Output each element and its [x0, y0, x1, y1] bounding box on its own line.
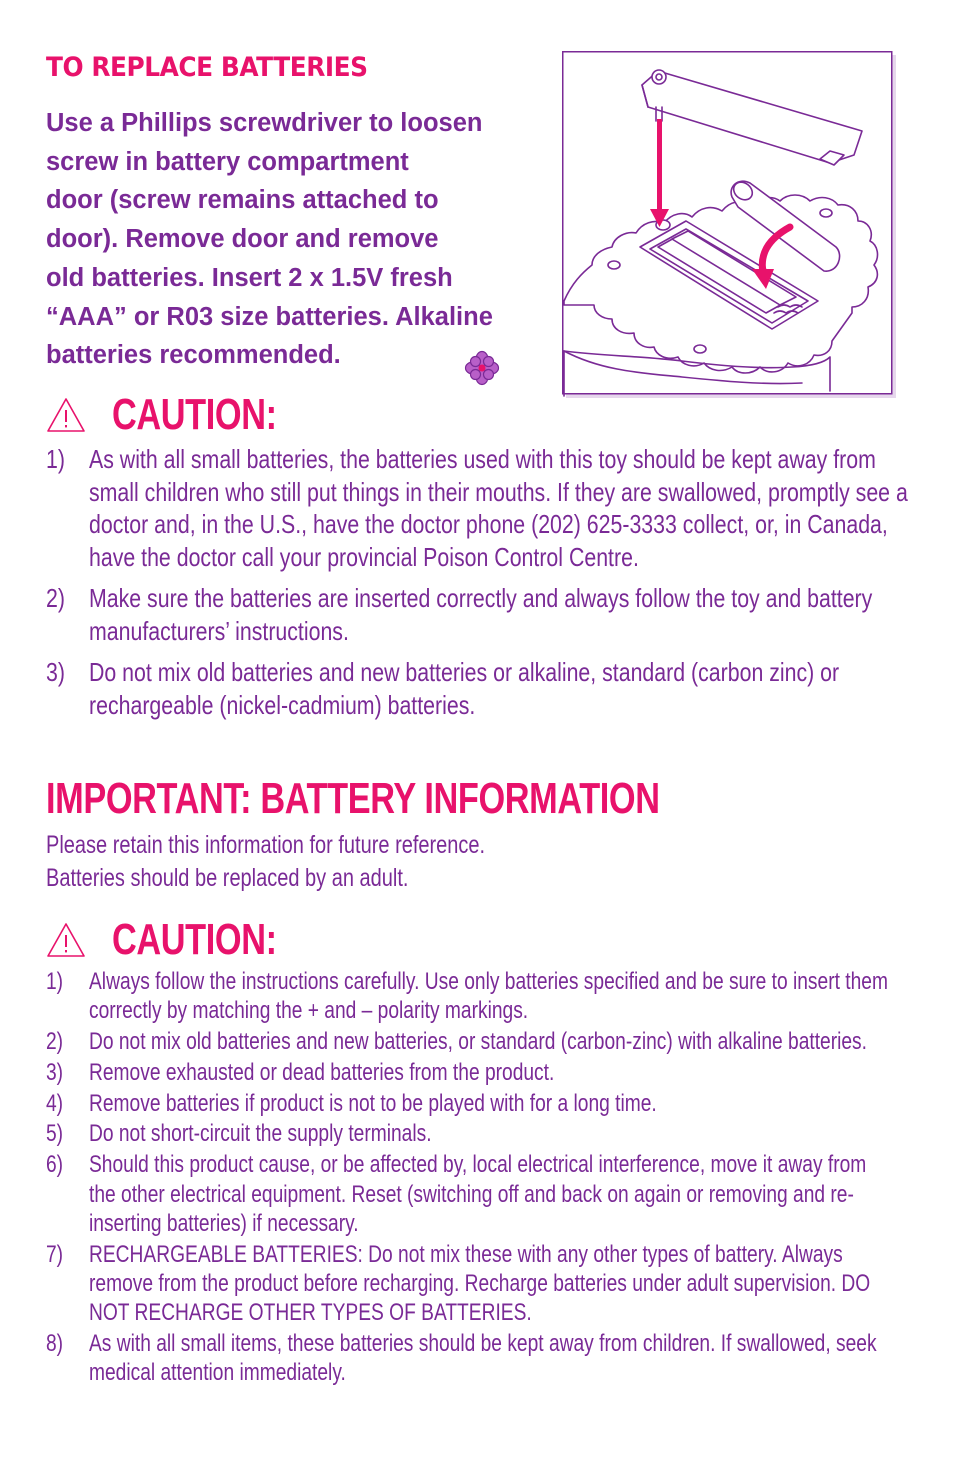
item-text: Do not mix old batteries and new batteries, or standard (carbon-zinc) with alkaline batteries.: [89, 1028, 867, 1056]
item-text: Remove batteries if product is not to be played with for a long time.: [89, 1089, 657, 1117]
item-number: 2): [46, 583, 65, 613]
instruction-line: batteries recommended.: [46, 341, 341, 370]
flower-icon: [464, 350, 500, 386]
item-number: 3): [46, 1058, 64, 1086]
replace-instructions: [46, 104, 546, 375]
list-item: [46, 1119, 906, 1148]
warning-triangle-icon: [46, 397, 86, 433]
battery-compartment-illustration: [562, 51, 897, 399]
item-text: Remove exhausted or dead batteries from the product.: [89, 1058, 555, 1086]
list-item: [46, 582, 906, 647]
instruction-line: Use a Phillips screwdriver to loosen: [46, 109, 483, 137]
caution-list: [46, 967, 906, 1389]
item-number: 1): [46, 444, 65, 474]
caution-title: CAUTION:: [112, 915, 277, 964]
item-number: 3): [46, 657, 65, 687]
replace-batteries-heading: TO REPLACE BATTERIES: [46, 52, 368, 83]
note-line: Batteries should be replaced by an adult.: [46, 864, 409, 892]
item-text: Make sure the batteries are inserted correctly and always follow the toy and battery manufacturers’ instructions.: [89, 583, 873, 646]
instruction-line: old batteries. Insert 2 x 1.5V fresh: [46, 263, 453, 292]
list-item: [46, 443, 906, 573]
item-number: 4): [46, 1089, 64, 1117]
item-text: As with all small items, these batteries should be kept away from children. If swallowed, seek medical attention immediately.: [89, 1330, 877, 1387]
warning-triangle-icon: [46, 922, 86, 958]
item-text: Do not short-circuit the supply terminals.: [89, 1120, 432, 1148]
list-item: [46, 1329, 906, 1388]
item-text: Always follow the instructions carefully. Use only batteries specified and be sure to insert them correctly by matching the + and – polarity markings.: [89, 968, 888, 1025]
list-item: [46, 1027, 906, 1056]
instruction-line: door). Remove door and remove: [46, 225, 439, 254]
item-number: 7): [46, 1240, 64, 1268]
important-battery-heading: IMPORTANT: BATTERY INFORMATION: [46, 774, 660, 823]
list-item: [46, 1058, 906, 1087]
caution-list: [46, 443, 906, 730]
caution-heading: [46, 915, 323, 965]
caution-title: CAUTION:: [112, 390, 277, 439]
instruction-line: “AAA” or R03 size batteries. Alkaline: [46, 302, 493, 331]
note-line: Please retain this information for future reference.: [46, 831, 486, 859]
caution-heading: [46, 390, 323, 440]
list-item: [46, 656, 906, 721]
list-item: [46, 1150, 906, 1238]
important-notes: [46, 829, 485, 895]
item-number: 2): [46, 1028, 64, 1056]
list-item: [46, 967, 906, 1026]
item-text: As with all small batteries, the batteries used with this toy should be kept away from small children who still put things in their mouths. If they are swallowed, promptly see a doctor and, in the U.S., have the doctor phone (202) 625-3333 collect, or, in Canada, have the doctor call your provincial Poison Control Centre.: [89, 444, 908, 572]
item-text: Should this product cause, or be affected by, local electrical interference, move it away from the other electrical equipment. Reset (switching off and back on again or removing and re-inserting batteries) if necessary.: [89, 1151, 867, 1237]
item-number: 8): [46, 1330, 64, 1358]
item-number: 6): [46, 1151, 64, 1179]
list-item: [46, 1240, 906, 1328]
item-number: 5): [46, 1120, 64, 1148]
instruction-line: door (screw remains attached to: [46, 186, 439, 215]
item-number: 1): [46, 968, 64, 995]
instruction-line: screw in battery compartment: [46, 147, 409, 176]
item-text: Do not mix old batteries and new batteries or alkaline, standard (carbon zinc) or rechargeable (nickel-cadmium) batteries.: [89, 657, 840, 720]
list-item: [46, 1089, 906, 1118]
item-text: RECHARGEABLE BATTERIES: Do not mix these with any other types of battery. Always remove from the product before recharging. Recharge batteries under adult supervision. DO NOT RECHARGE OTHER TYPES OF BATTERIES.: [89, 1240, 871, 1327]
